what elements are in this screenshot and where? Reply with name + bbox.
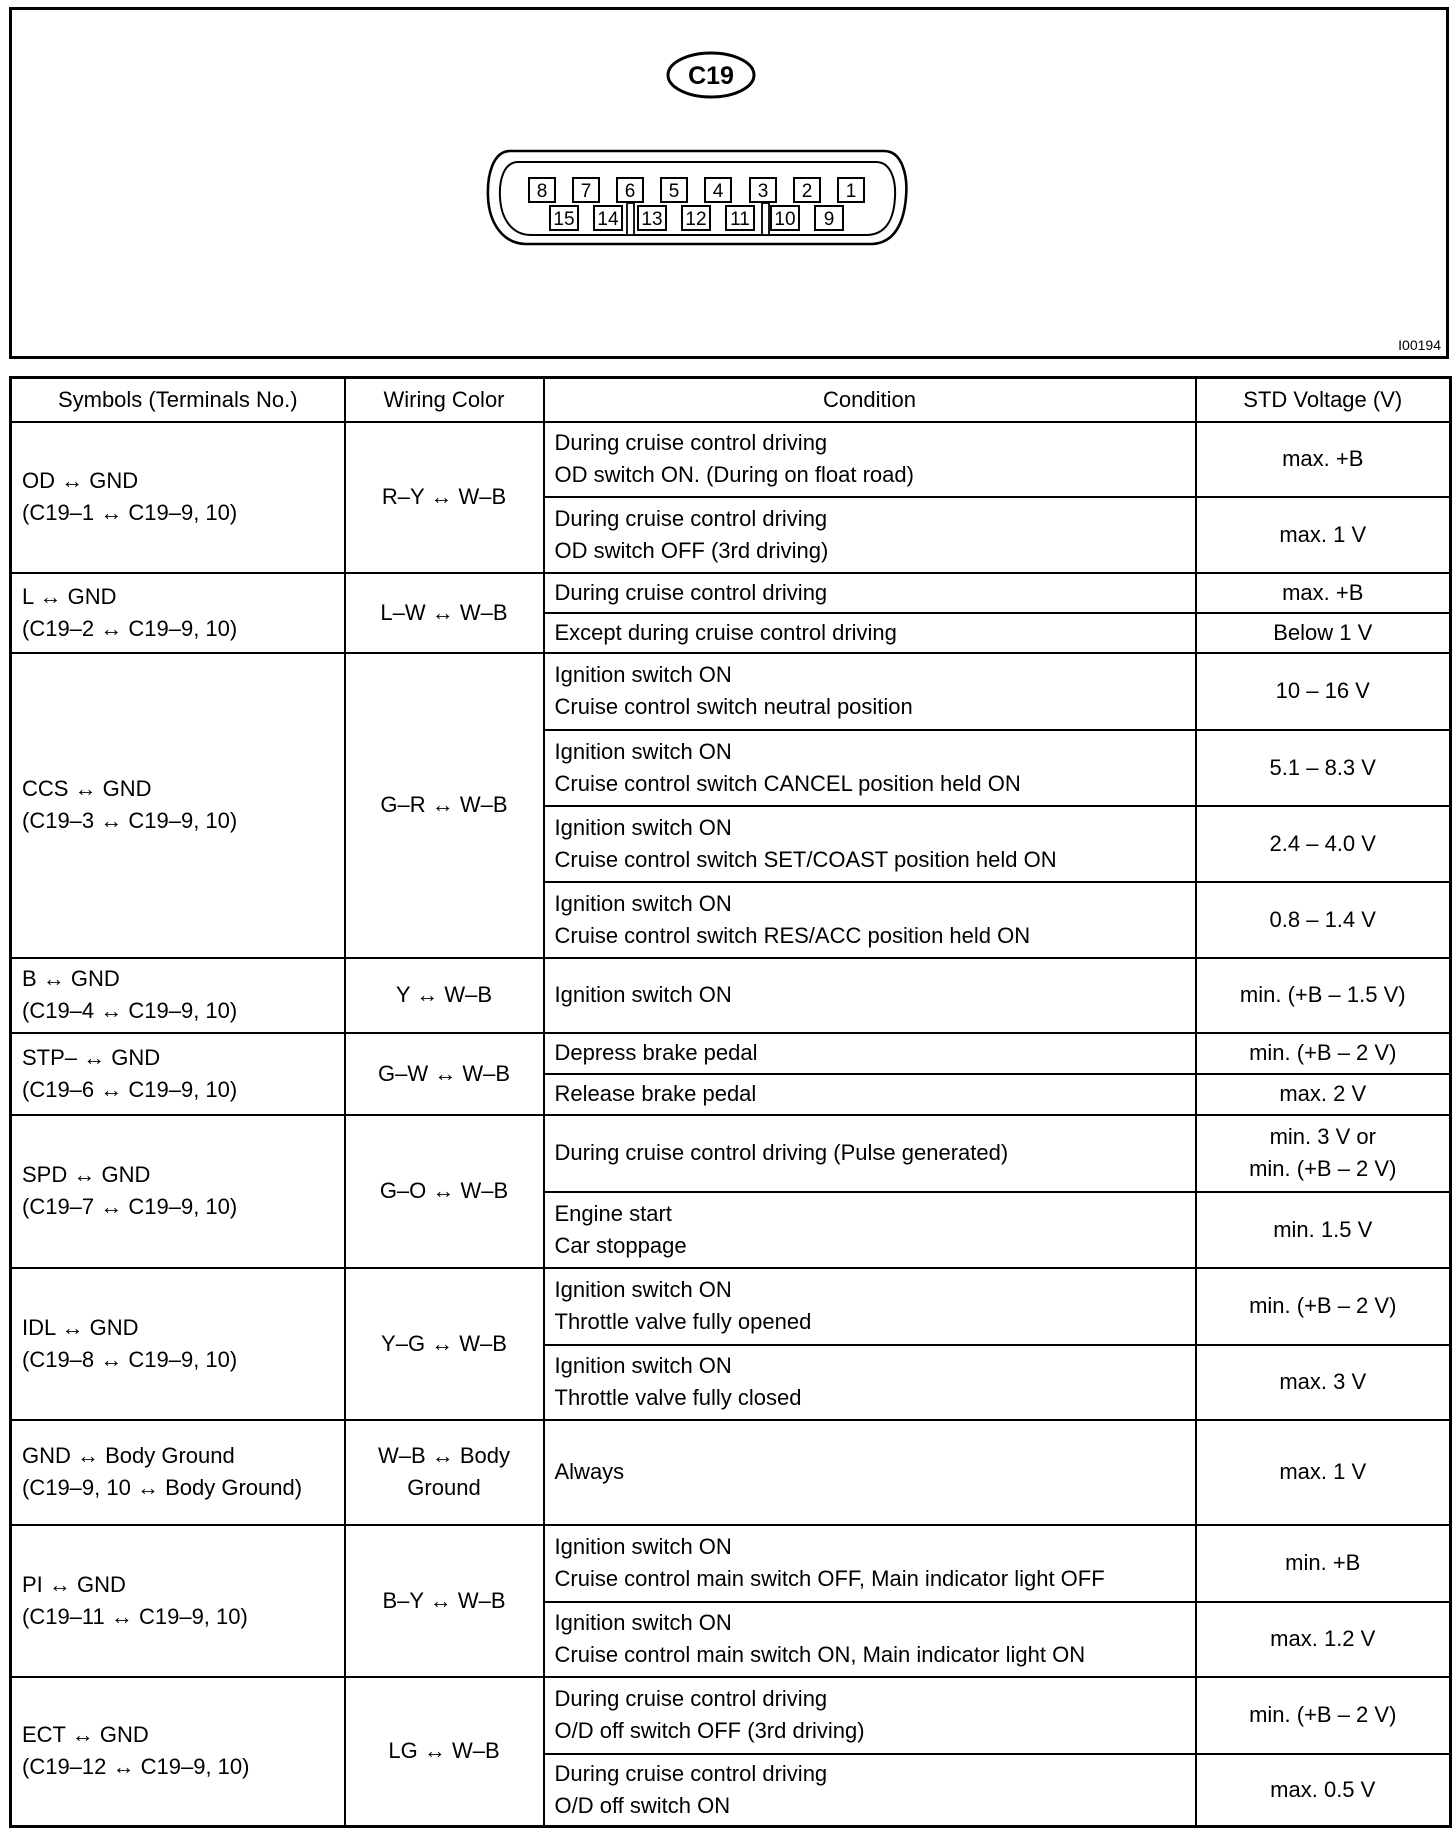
condition-cell: Ignition switch ON Cruise control switch CANCEL position held ON <box>544 730 1196 806</box>
condition-cell: Ignition switch ON Cruise control main switch OFF, Main indicator light OFF <box>544 1525 1196 1602</box>
condition-cell: Depress brake pedal <box>544 1033 1196 1074</box>
std-voltage-cell: Below 1 V <box>1196 613 1451 653</box>
pin <box>705 178 731 202</box>
pin <box>529 178 555 202</box>
condition-cell: Ignition switch ON Throttle valve fully closed <box>544 1345 1196 1420</box>
condition-cell: Ignition switch ON Cruise control switch RES/ACC position held ON <box>544 882 1196 958</box>
symbol-cell: B ↔ GND (C19–4 ↔ C19–9, 10) <box>11 958 345 1033</box>
std-voltage-cell: max. 1.2 V <box>1196 1602 1451 1677</box>
pin-number: 2 <box>801 181 813 202</box>
table-row <box>11 958 1451 1033</box>
std-voltage-cell: max. +B <box>1196 422 1451 497</box>
pin-bottom-row <box>550 206 843 230</box>
std-voltage-cell: min. (+B – 1.5 V) <box>1196 958 1451 1033</box>
header-row <box>11 378 1451 422</box>
pin-number: 9 <box>823 209 835 230</box>
pin-number: 8 <box>536 181 548 202</box>
condition-cell: Engine start Car stoppage <box>544 1192 1196 1268</box>
table-row <box>11 1677 1451 1754</box>
connector-key <box>762 203 769 235</box>
table-row <box>11 1268 1451 1345</box>
condition-cell: Ignition switch ON Cruise control switch SET/COAST position held ON <box>544 806 1196 882</box>
pin-number: 12 <box>685 209 707 230</box>
wiring-color-cell: G–O ↔ W–B <box>345 1115 544 1268</box>
header-std-voltage: STD Voltage (V) <box>1196 378 1451 422</box>
pin <box>794 178 820 202</box>
pin-number: 6 <box>624 181 636 202</box>
pin-number: 15 <box>553 209 575 230</box>
condition-cell: Except during cruise control driving <box>544 613 1196 653</box>
pin <box>638 206 666 230</box>
wiring-color-cell: Y–G ↔ W–B <box>345 1268 544 1420</box>
table-row <box>11 653 1451 730</box>
wiring-color-cell: B–Y ↔ W–B <box>345 1525 544 1677</box>
symbol-cell: CCS ↔ GND (C19–3 ↔ C19–9, 10) <box>11 653 345 958</box>
pin-number: 10 <box>774 209 796 230</box>
table-row <box>11 1525 1451 1602</box>
wiring-color-cell: Y ↔ W–B <box>345 958 544 1033</box>
std-voltage-cell: max. 1 V <box>1196 497 1451 573</box>
std-voltage-cell: 0.8 – 1.4 V <box>1196 882 1451 958</box>
symbol-cell: SPD ↔ GND (C19–7 ↔ C19–9, 10) <box>11 1115 345 1268</box>
header-condition: Condition <box>544 378 1196 422</box>
pin <box>550 206 578 230</box>
condition-cell: Ignition switch ON Cruise control main switch ON, Main indicator light ON <box>544 1602 1196 1677</box>
terminal-voltage-table <box>9 376 1452 1828</box>
pin-number: 13 <box>641 209 663 230</box>
pin <box>726 206 754 230</box>
std-voltage-cell: 10 – 16 V <box>1196 653 1451 730</box>
condition-cell: During cruise control driving <box>544 573 1196 613</box>
wiring-color-cell: G–R ↔ W–B <box>345 653 544 958</box>
pin <box>617 178 643 202</box>
connector-label <box>668 53 754 97</box>
table-row <box>11 1420 1451 1525</box>
connector-label-text: C19 <box>688 62 734 90</box>
pin <box>815 206 843 230</box>
wiring-color-cell: LG ↔ W–B <box>345 1677 544 1827</box>
table-row <box>11 1115 1451 1192</box>
pin-number: 4 <box>712 181 724 202</box>
condition-cell: During cruise control driving O/D off switch OFF (3rd driving) <box>544 1677 1196 1754</box>
header-symbols: Symbols (Terminals No.) <box>11 378 345 422</box>
symbol-cell: STP– ↔ GND (C19–6 ↔ C19–9, 10) <box>11 1033 345 1115</box>
std-voltage-cell: max. +B <box>1196 573 1451 613</box>
std-voltage-cell: 5.1 – 8.3 V <box>1196 730 1451 806</box>
pin-number: 11 <box>730 209 750 230</box>
std-voltage-cell: max. 2 V <box>1196 1074 1451 1115</box>
table-row <box>11 422 1451 497</box>
pin <box>594 206 622 230</box>
std-voltage-cell: max. 3 V <box>1196 1345 1451 1420</box>
std-voltage-cell: min. (+B – 2 V) <box>1196 1268 1451 1345</box>
condition-cell: During cruise control driving (Pulse generated) <box>544 1115 1196 1192</box>
table-row <box>11 573 1451 613</box>
std-voltage-cell: min. +B <box>1196 1525 1451 1602</box>
condition-cell: During cruise control driving OD switch OFF (3rd driving) <box>544 497 1196 573</box>
std-voltage-cell: 2.4 – 4.0 V <box>1196 806 1451 882</box>
pin-number: 1 <box>845 181 857 202</box>
std-voltage-cell: max. 0.5 V <box>1196 1754 1451 1827</box>
connector-key <box>627 203 634 235</box>
std-voltage-cell: max. 1 V <box>1196 1420 1451 1525</box>
wiring-color-cell: G–W ↔ W–B <box>345 1033 544 1115</box>
wiring-color-cell: L–W ↔ W–B <box>345 573 544 653</box>
header-wiring-color: Wiring Color <box>345 378 544 422</box>
symbol-cell: IDL ↔ GND (C19–8 ↔ C19–9, 10) <box>11 1268 345 1420</box>
wiring-color-cell: R–Y ↔ W–B <box>345 422 544 573</box>
pin-number: 7 <box>580 181 592 202</box>
pin <box>682 206 710 230</box>
std-voltage-cell: min. 1.5 V <box>1196 1192 1451 1268</box>
condition-cell: Ignition switch ON Cruise control switch neutral position <box>544 653 1196 730</box>
pin-number: 5 <box>668 181 680 202</box>
condition-cell: During cruise control driving OD switch ON. (During on float road) <box>544 422 1196 497</box>
pin <box>661 178 687 202</box>
pin <box>838 178 864 202</box>
condition-cell: Ignition switch ON Throttle valve fully opened <box>544 1268 1196 1345</box>
symbol-cell: PI ↔ GND (C19–11 ↔ C19–9, 10) <box>11 1525 345 1677</box>
symbol-cell: L ↔ GND (C19–2 ↔ C19–9, 10) <box>11 573 345 653</box>
pin <box>750 178 776 202</box>
condition-cell: Ignition switch ON <box>544 958 1196 1033</box>
std-voltage-cell: min. 3 V or min. (+B – 2 V) <box>1196 1115 1451 1192</box>
condition-cell: Always <box>544 1420 1196 1525</box>
symbol-cell: OD ↔ GND (C19–1 ↔ C19–9, 10) <box>11 422 345 573</box>
pin-number: 14 <box>597 209 619 230</box>
symbol-cell: GND ↔ Body Ground (C19–9, 10 ↔ Body Ground) <box>11 1420 345 1525</box>
pin <box>771 206 799 230</box>
symbol-cell: ECT ↔ GND (C19–12 ↔ C19–9, 10) <box>11 1677 345 1827</box>
std-voltage-cell: min. (+B – 2 V) <box>1196 1677 1451 1754</box>
pin-number: 3 <box>757 181 769 202</box>
table-row <box>11 1033 1451 1074</box>
condition-cell: Release brake pedal <box>544 1074 1196 1115</box>
std-voltage-cell: min. (+B – 2 V) <box>1196 1033 1451 1074</box>
figure-code: I00194 <box>1398 337 1441 353</box>
condition-cell: During cruise control driving O/D off switch ON <box>544 1754 1196 1827</box>
pin <box>573 178 599 202</box>
wiring-color-cell: W–B ↔ Body Ground <box>345 1420 544 1525</box>
connector-diagram <box>0 0 1456 370</box>
